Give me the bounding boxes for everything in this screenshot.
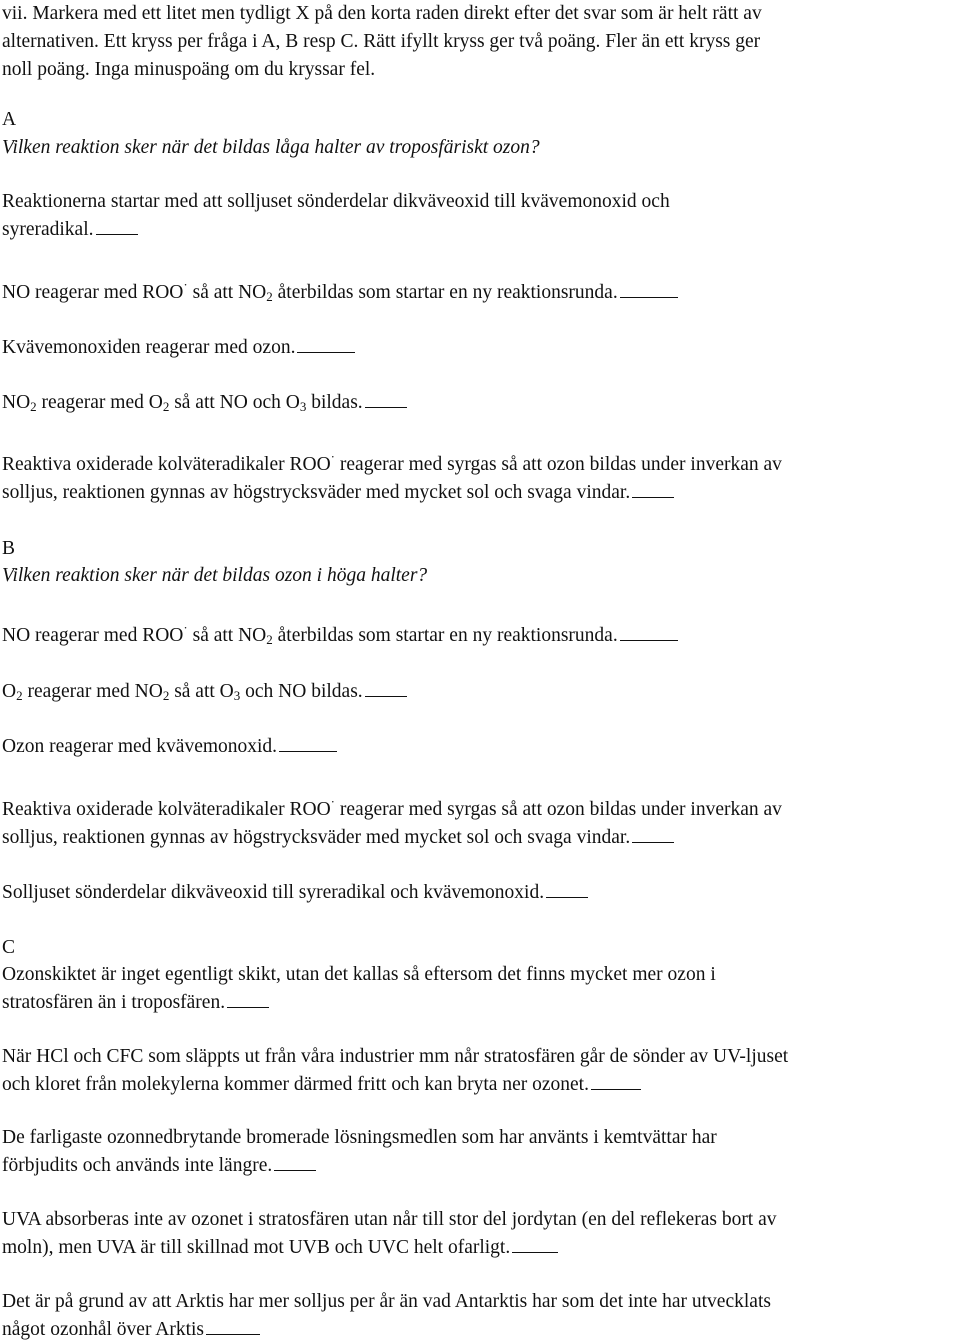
section-b-letter: B [2,538,16,559]
subscript: 2 [162,399,170,414]
option-text: moln), men UVA är till skillnad mot UVB och UVC helt ofarligt. [2,1237,511,1258]
option-text: stratosfären än i troposfären. [2,992,226,1013]
option-text: NO reagerar med ROO [2,625,184,646]
answer-blank[interactable] [620,279,678,298]
option-text: reagerar med O [36,392,163,413]
subscript: 2 [266,289,273,304]
section-c-option-5 [2,1288,954,1344]
section-c-letter: C [2,937,16,958]
section-a-option-5 [2,451,954,507]
answer-blank[interactable] [274,1152,316,1171]
answer-blank[interactable] [279,733,337,752]
instructions-line-1: vii. Markera med ett litet men tydligt X på den korta raden direkt efter det svar som är helt rätt av [2,3,762,24]
option-text: Reaktionerna startar med att solljuset sönderdelar dikväveoxid till kvävemonoxid och [2,191,670,212]
section-b-option-5 [2,879,954,907]
subscript: 2 [162,688,170,703]
option-text: UVA absorberas inte av ozonet i stratosfären utan når till stor del jordytan (en del reflekeras bort av [2,1209,777,1230]
section-c-option-1 [2,961,954,1017]
section-b-option-1 [2,622,954,650]
radical-dot: · [330,794,336,809]
option-text: bildas. [306,392,363,413]
option-text: Reaktiva oxiderade kolväteradikaler ROO [2,454,331,475]
option-text: och kloret från molekylerna kommer därmed fritt och kan bryta ner ozonet. [2,1074,589,1095]
option-text: reagerar med NO [22,681,163,702]
answer-blank[interactable] [365,678,407,697]
section-a-option-1 [2,188,954,244]
answer-blank[interactable] [227,989,269,1008]
subscript: 3 [299,399,307,414]
option-text: Det är på grund av att Arktis har mer solljus per år än vad Antarktis har som det inte har utvecklats [2,1291,771,1312]
option-text: återbildas som startar en ny reaktionsrunda. [272,625,618,646]
answer-blank[interactable] [546,879,588,898]
radical-dot: · [183,620,188,635]
section-a-letter: A [2,109,17,130]
instructions-line-3: noll poäng. Inga minuspoäng om du kryssar fel. [2,59,376,80]
option-text: De farligaste ozonnedbrytande bromerade lösningsmedlen som har använts i kemtvättar har [2,1127,717,1148]
answer-blank[interactable] [512,1234,558,1253]
answer-blank[interactable] [96,216,138,235]
option-text: så att NO och O [169,392,300,413]
instructions-line-2: alternativen. Ett kryss per fråga i A, B resp C. Rätt ifyllt kryss ger två poäng. Fler än ett kryss ger [2,31,761,52]
section-a-option-2 [2,279,954,307]
option-text: Kvävemonoxiden reagerar med ozon. [2,337,296,358]
section-a-option-4 [2,389,954,417]
section-b-question: Vilken reaktion sker när det bildas ozon i höga halter? [2,565,428,586]
option-text: reagerar med syrgas så att ozon bildas under inverkan av [335,454,782,475]
option-text: något ozonhål över Arktis [2,1319,204,1340]
option-text: O [2,681,17,702]
subscript: 2 [30,399,37,414]
answer-blank[interactable] [206,1316,260,1335]
option-text: så att NO [187,282,267,303]
answer-blank[interactable] [297,334,355,353]
subscript: 3 [233,688,241,703]
option-text: reagerar med syrgas så att ozon bildas under inverkan av [335,799,782,820]
answer-blank[interactable] [620,622,678,641]
option-text: Ozon reagerar med kvävemonoxid. [2,736,278,757]
option-text: och NO bildas. [240,681,363,702]
section-b-option-4 [2,796,954,852]
option-text: NO reagerar med ROO [2,282,184,303]
section-b-option-2 [2,678,954,706]
option-text: solljus, reaktionen gynnas av högstrycksväder med mycket sol och svaga vindar. [2,482,631,503]
radical-dot: · [330,449,336,464]
section-c-option-4 [2,1206,954,1262]
subscript: 2 [266,632,273,647]
answer-blank[interactable] [632,479,674,498]
subscript: 2 [16,688,23,703]
option-text: När HCl och CFC som släppts ut från våra industrier mm når stratosfären går de sönder av UV-ljuset [2,1046,789,1067]
option-text: Reaktiva oxiderade kolväteradikaler ROO [2,799,331,820]
instructions [2,0,954,84]
radical-dot: · [183,277,188,292]
option-text: Solljuset sönderdelar dikväveoxid till syreradikal och kvävemonoxid. [2,882,545,903]
option-text: NO [2,392,31,413]
section-a-question: Vilken reaktion sker när det bildas låga halter av troposfäriskt ozon? [2,137,540,158]
option-text: förbjudits och används inte längre. [2,1155,273,1176]
option-text: syreradikal. [2,219,94,240]
answer-blank[interactable] [365,389,407,408]
answer-blank[interactable] [632,824,674,843]
option-text: så att O [169,681,234,702]
option-text: solljus, reaktionen gynnas av högstrycksväder med mycket sol och svaga vindar. [2,827,631,848]
section-c-option-3 [2,1124,954,1180]
answer-blank[interactable] [591,1071,641,1090]
option-text: återbildas som startar en ny reaktionsrunda. [272,282,618,303]
option-text: Ozonskiktet är inget egentligt skikt, utan det kallas så eftersom det finns mycket mer ozon i [2,964,716,985]
section-c-option-2 [2,1043,954,1099]
section-a-option-3 [2,334,954,362]
section-b-option-3 [2,733,954,761]
option-text: så att NO [187,625,267,646]
